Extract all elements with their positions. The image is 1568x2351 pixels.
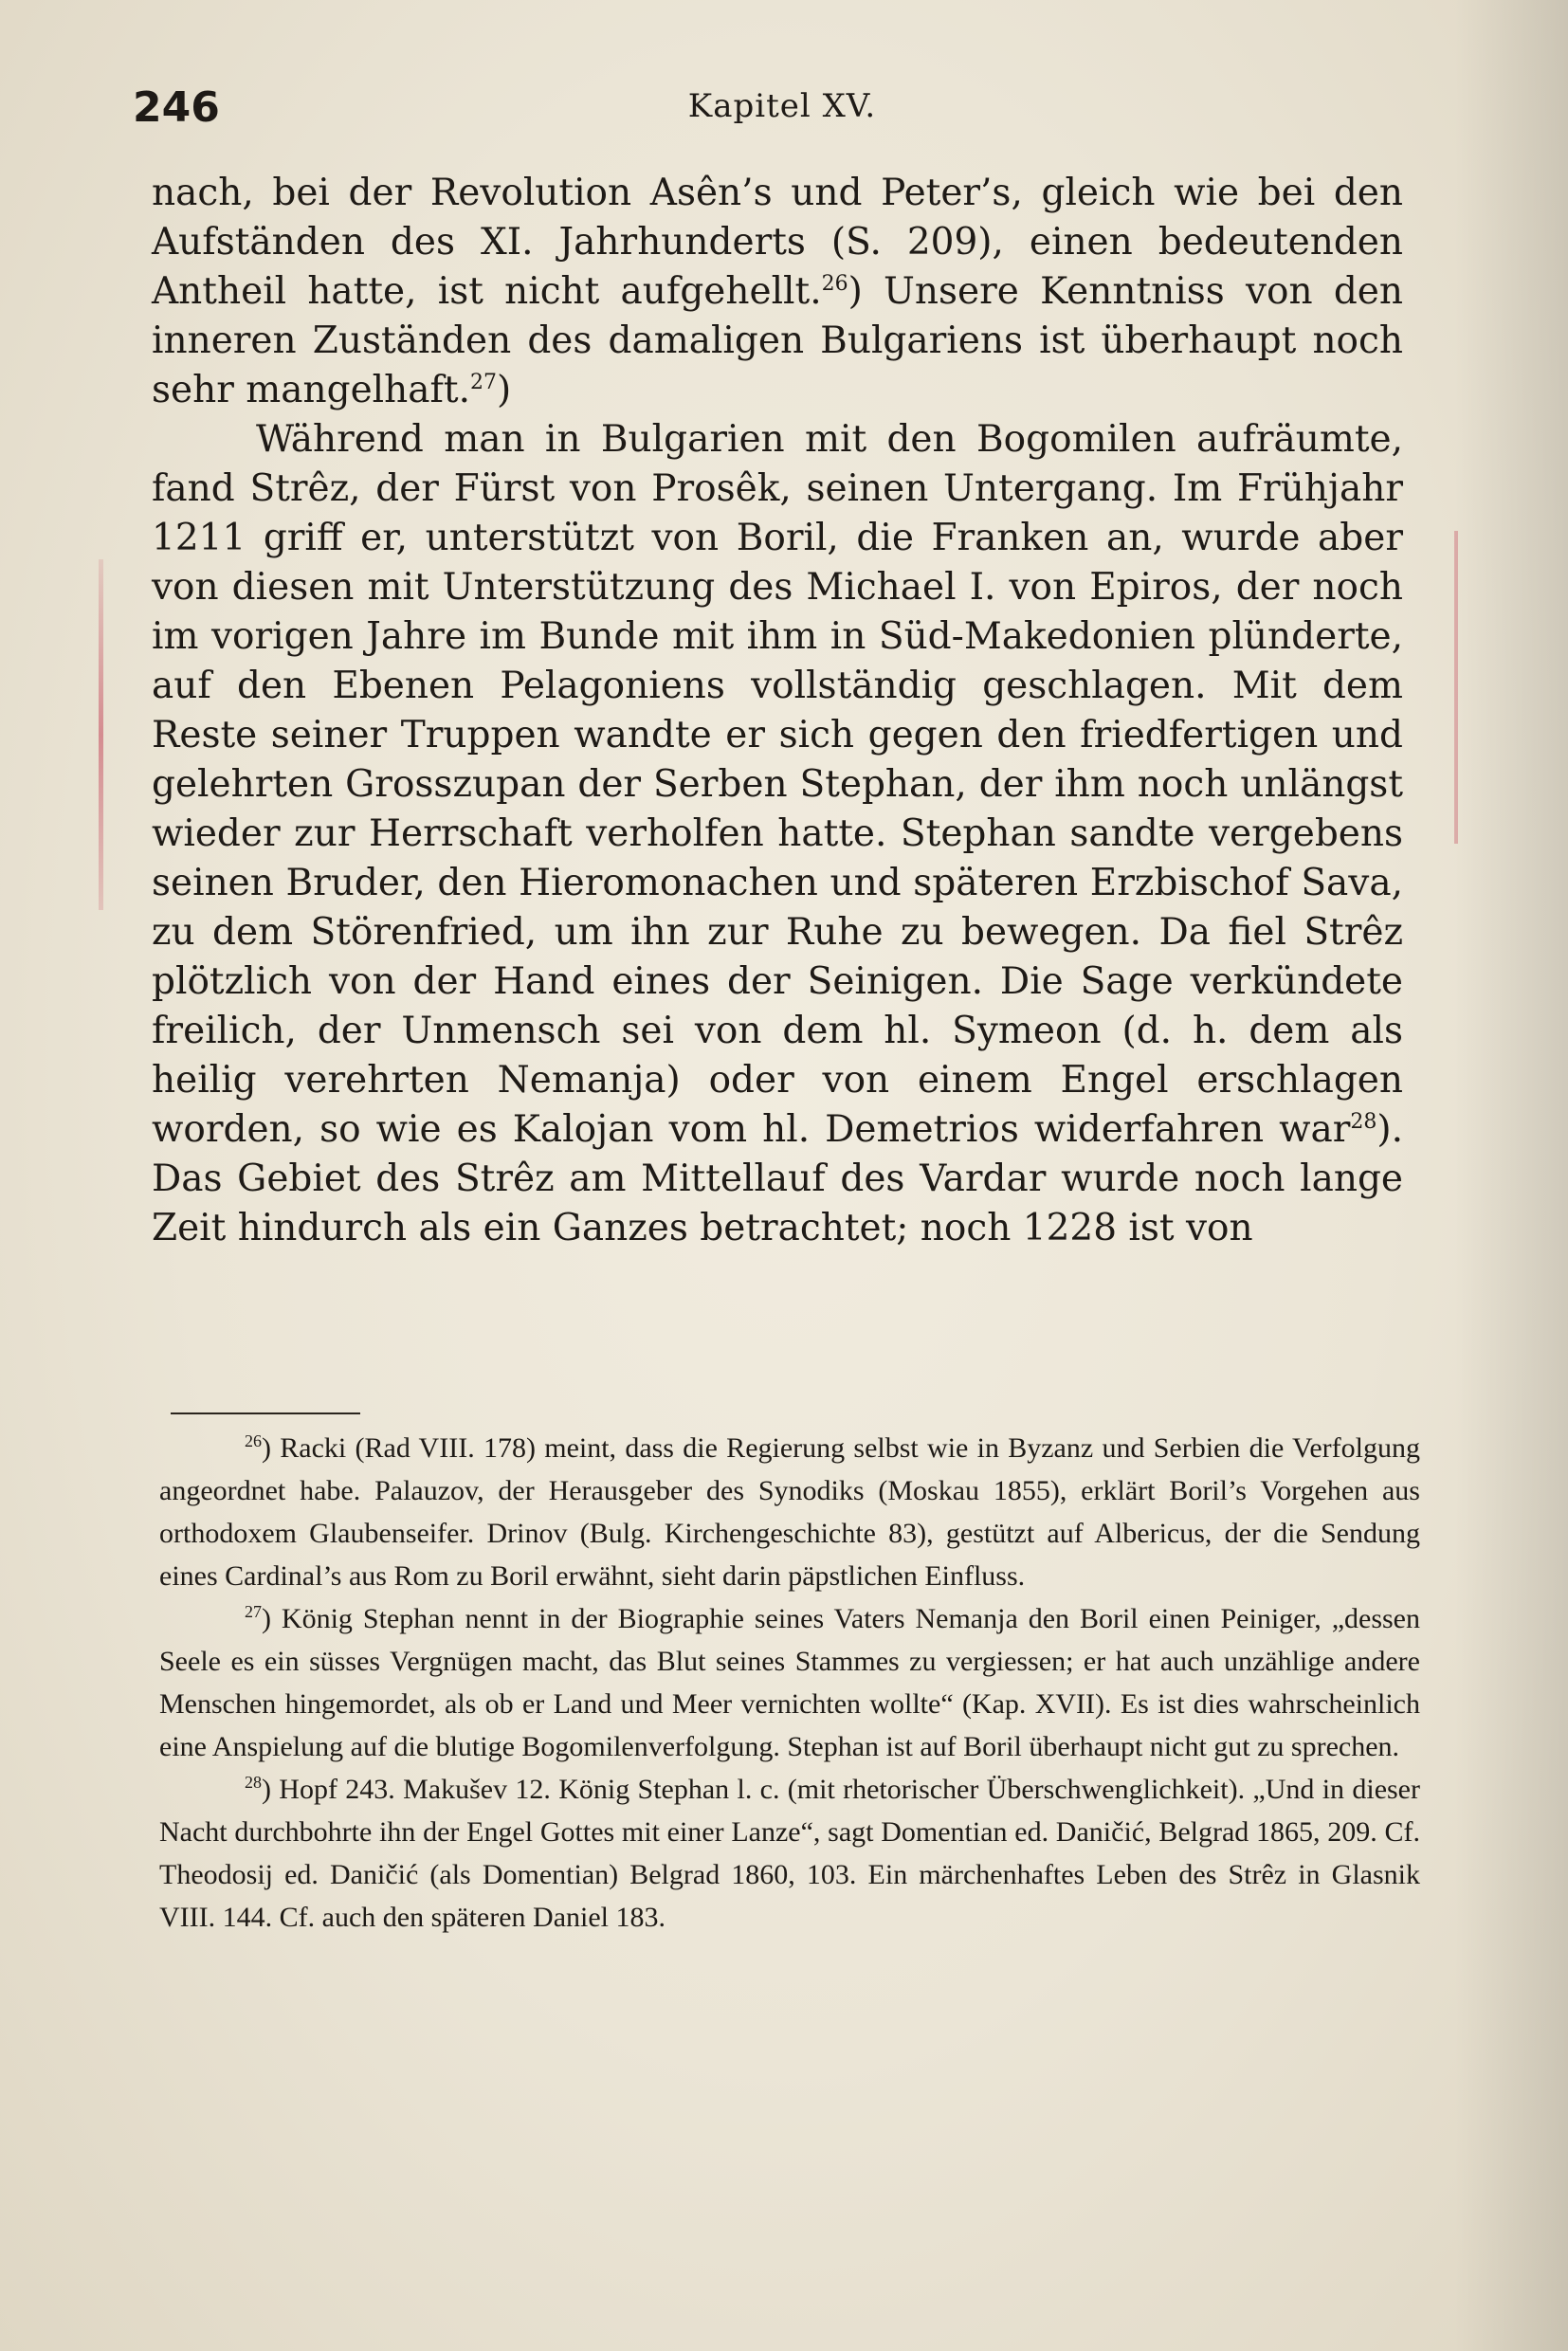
page-number: 246 bbox=[133, 83, 220, 132]
footnote bbox=[159, 1597, 1420, 1768]
paragraph bbox=[152, 169, 1403, 415]
text-run: ). Das Gebiet des Strêz am Mittellauf des Vardar wurde noch lange Zeit hindurch als ein Ganzes betrachtet; noch 1228 ist von bbox=[152, 1108, 1403, 1249]
footnote-divider bbox=[171, 1412, 360, 1414]
paragraph bbox=[152, 415, 1403, 1253]
footnote-text: ) König Stephan nennt in der Biographie seines Vaters Nemanja den Boril einen Peiniger, „dessen Seele es ein süsses Vergnügen macht, das Blut seines Stammes zu vergiessen; er hat auch unzählige andere Menschen hingemordet, als ob er Land und Meer vernichten wollte“ (Kap. XVII). Es ist dies wahrscheinlich eine Anspielung auf die blutige Bogomilenverfolgung. Stephan ist auf Boril überhaupt nicht gut zu sprechen. bbox=[159, 1603, 1420, 1762]
footnote-ref: 28 bbox=[1350, 1110, 1377, 1134]
running-head bbox=[133, 83, 1431, 140]
footnotes bbox=[159, 1427, 1420, 1939]
margin-pencil-mark bbox=[99, 559, 103, 910]
chapter-title: Kapitel XV. bbox=[687, 87, 877, 125]
footnote bbox=[159, 1427, 1420, 1597]
footnote-text: ) Racki (Rad VIII. 178) meint, dass die Regierung selbst wie in Byzanz und Serbien die Verfolgung angeordnet habe. Palauzov, der Herausgeber des Synodiks (Moskau 1855), erklärt Boril’s Vorgehen aus orthodoxem Glaubenseifer. Drinov (Bulg. Kirchengeschichte 83), gestützt auf Albericus, der die Sendung eines Cardinal’s aus Rom zu Boril erwähnt, sieht darin päpstlichen Einfluss. bbox=[159, 1432, 1420, 1592]
footnote-text: ) Hopf 243. Makušev 12. König Stephan l. c. (mit rhetorischer Überschwenglichkeit). „Und in dieser Nacht durchbohrte ihn der Engel Gottes mit einer Lanze“, sagt Domentian ed. Daničić, Belgrad 1865, 209. Cf. Theodosij ed. Daničić (als Domentian) Belgrad 1860, 103. Ein märchenhaftes Leben des Strêz in Glasnik VIII. 144. Cf. auch den späteren Daniel 183. bbox=[159, 1774, 1420, 1933]
footnote-mark: 27 bbox=[245, 1602, 262, 1621]
text-run: Während man in Bulgarien mit den Bogomilen aufräumte, fand Strêz, der Fürst von Prosêk, seinen Untergang. Im Frühjahr 1211 griff er, unterstützt von Boril, die Franken an, wurde aber von diesen mit Unterstützung des Michael I. von Epiros, der noch im vorigen Jahre im Bunde mit ihm in Süd-Makedonien plünderte, auf den Ebenen Pelagoniens vollständig geschlagen. Mit dem Reste seiner Truppen wandte er sich gegen den friedfertigen und gelehrten Grosszupan der Serben Stephan, der ihm noch unlängst wieder zur Herrschaft verholfen hatte. Stephan sandte vergebens seinen Bruder, den Hieromonachen und späteren Erzbischof Sava, zu dem Störenfried, um ihn zur Ruhe zu bewegen. Da fiel Strêz plötzlich von der Hand eines der Seinigen. Die Sage verkündete freilich, der Unmensch sei von dem hl. Symeon (d. h. dem als heilig verehrten Nemanja) oder von einem Engel erschlagen worden, so wie es Kalojan vom hl. Demetrios widerfahren war bbox=[152, 418, 1403, 1151]
footnote-ref: 27 bbox=[470, 371, 497, 394]
text-run: ) bbox=[497, 369, 512, 411]
footnote-mark: 26 bbox=[245, 1431, 262, 1450]
text-run: ) Unsere Kenntniss von den inneren Zuständen des damaligen Bulgariens ist überhaupt noch sehr mangelhaft. bbox=[152, 270, 1403, 411]
footnote-mark: 28 bbox=[245, 1773, 262, 1792]
footnote-ref: 26 bbox=[821, 272, 848, 296]
margin-pencil-mark-right bbox=[1454, 531, 1458, 844]
main-text bbox=[152, 169, 1403, 1253]
footnote bbox=[159, 1768, 1420, 1939]
text-run: nach, bei der Revolution Asên’s und Peter’s, gleich wie bei den Aufständen des XI. Jahrhunderts (S. 209), einen bedeutenden Antheil hatte, ist nicht aufgehellt. bbox=[152, 172, 1403, 313]
